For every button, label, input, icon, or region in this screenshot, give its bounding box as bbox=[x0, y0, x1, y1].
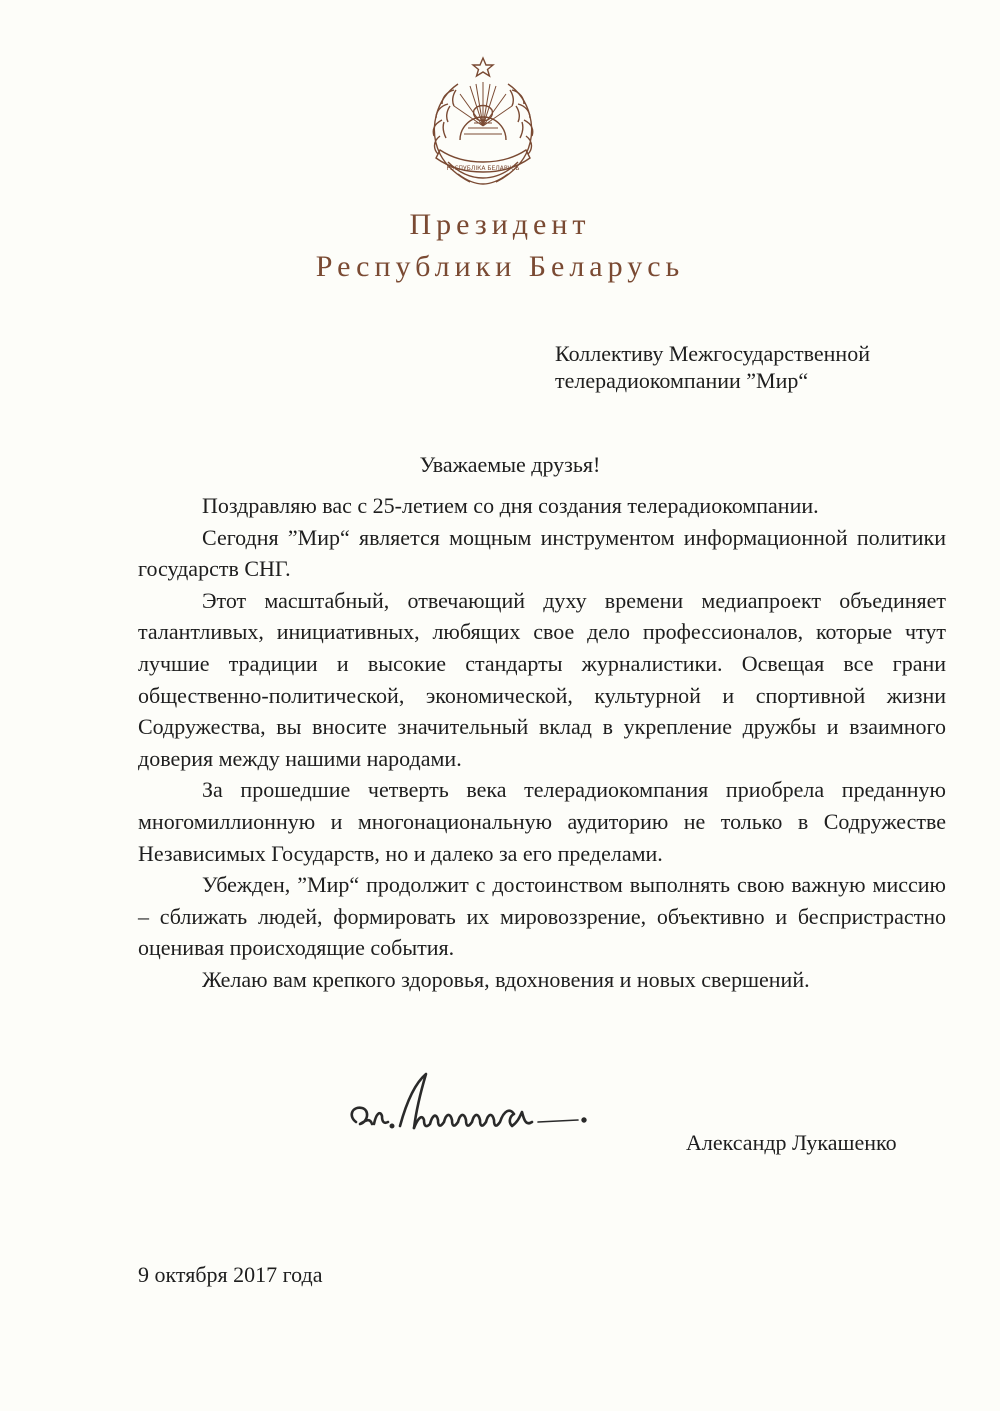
addressee-line2: телерадиокомпании ”Мир“ bbox=[555, 368, 809, 393]
state-emblem-icon bbox=[418, 54, 548, 192]
signer-name: Александр Лукашенко bbox=[686, 1130, 897, 1155]
addressee-line1: Коллективу Межгосударственной bbox=[555, 341, 870, 366]
body-paragraph: Этот масштабный, отвечающий духу времени медиапроект объединяет талантливых, инициативных, любящих свое дело профессионалов, которые чтут лучшие традиции и высокие стандарты журналистики. Освещая все грани общественно-политической, экономической, культурной и спортивной жизни Содружества, вы вносите значительный вклад в укрепление дружбы и взаимного доверия между нашими народами. bbox=[138, 587, 946, 771]
body-paragraph: Убежден, ”Мир“ продолжит с достоинством выполнять свою важную миссию – сближать людей, формировать их мировоззрение, объективно и беспристрастно оценивая происходящие события. bbox=[138, 872, 946, 961]
body-paragraph: За прошедшие четверть века телерадиокомпания приобрела преданную многомиллионную и многонациональную аудиторию не только в Содружестве Независимых Государств, но и далеко за его пределами. bbox=[138, 777, 946, 866]
body-paragraph: Желаю вам крепкого здоровья, вдохновения и новых свершений. bbox=[202, 966, 810, 992]
salutation: Уважаемые друзья! bbox=[419, 452, 601, 477]
svg-text:РЭСПУБЛІКА БЕЛАРУСЬ: РЭСПУБЛІКА БЕЛАРУСЬ bbox=[446, 165, 520, 172]
letter-date: 9 октября 2017 года bbox=[138, 1262, 323, 1287]
handwritten-signature bbox=[342, 1064, 602, 1144]
letterhead-title-line1: Президент bbox=[409, 208, 591, 241]
body-paragraph: Сегодня ”Мир“ является мощным инструментом информационной политики государств СНГ. bbox=[138, 524, 946, 582]
body-paragraph: Поздравляю вас с 25-летием со дня создания телерадиокомпании. bbox=[202, 493, 819, 518]
letterhead-title-line2: Республики Беларусь bbox=[315, 250, 685, 283]
addressee-block bbox=[555, 340, 870, 394]
letter-body bbox=[138, 490, 946, 996]
